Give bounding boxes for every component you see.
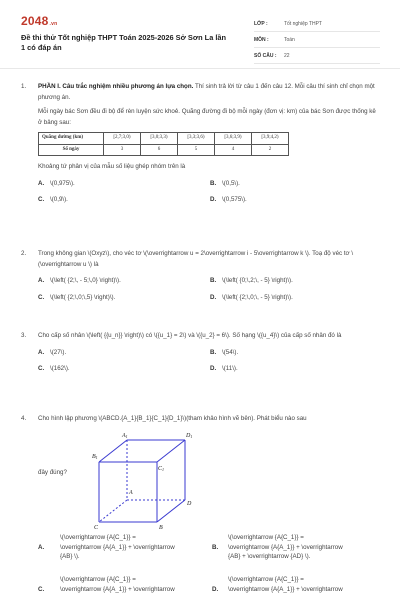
header-divider bbox=[0, 68, 400, 69]
table-cell: 3 bbox=[104, 144, 141, 156]
label-b: B bbox=[159, 525, 163, 531]
option-d[interactable] bbox=[210, 293, 382, 304]
option-label: D. bbox=[212, 586, 219, 593]
question-number: 2. bbox=[21, 250, 27, 257]
option-d[interactable] bbox=[210, 195, 382, 206]
option-line: \(\overrightarrow {A{C_1}} = bbox=[60, 576, 136, 583]
option-text bbox=[228, 575, 343, 594]
option-b[interactable] bbox=[210, 179, 382, 190]
option-text: \(0,975\). bbox=[50, 179, 75, 187]
label-d: D bbox=[187, 501, 192, 507]
table-row-header: Số ngày bbox=[39, 144, 104, 156]
table-cell: [2,7;3,0) bbox=[104, 133, 141, 145]
option-line: \(\overrightarrow {A{C_1}} = bbox=[228, 534, 304, 541]
meta-row-class bbox=[254, 16, 380, 32]
question-body bbox=[38, 331, 381, 375]
option-text: \(0,575\). bbox=[222, 196, 247, 203]
option-line: \(\overrightarrow {A{C_1}} = bbox=[228, 576, 304, 583]
question-text: Cho hình lập phương \(ABCD.{A_1}{B_1}{C_1}{D_1}\)(tham khảo hình vẽ bên). Phát biểu nào sau bbox=[38, 415, 307, 422]
option-label: D. bbox=[210, 293, 217, 301]
site-logo[interactable] bbox=[21, 14, 57, 28]
question-text: Trong không gian \(Oxyz\), cho véc tơ \(\overrightarrow u = 2\overrightarrow i - 5\overrightarrow k \). Toạ độ véc tơ \(\overrightarrow u \) là bbox=[38, 250, 354, 268]
option-line: {AB} + \overrightarrow {AD} \). bbox=[228, 553, 311, 560]
option-line: \overrightarrow {A{A_1}} + \overrightarrow bbox=[60, 585, 175, 593]
option-text: \(\left( {2;\,0;\,5} \right)\). bbox=[50, 293, 116, 301]
question-prompt: Khoảng tứ phân vị của mẫu số liệu ghép nhóm trên là bbox=[38, 163, 186, 170]
option-a[interactable] bbox=[38, 276, 210, 287]
cube-edges bbox=[99, 440, 185, 522]
label-c: C bbox=[94, 525, 99, 531]
question-text: Mỗi ngày bác Sơn đều đi bộ để rèn luyện sức khoẻ. Quãng đường đi bộ mỗi ngày (đơn vị: km) của bác Sơn được thống kê ở bảng sau: bbox=[38, 108, 376, 126]
meta-value: Tốt nghiệp THPT bbox=[284, 20, 322, 27]
meta-key: MÔN : bbox=[254, 36, 269, 43]
part-label: PHẦN I. Câu trắc nghiệm nhiều phương án lựa chọn. bbox=[38, 83, 194, 90]
option-text: \(11\). bbox=[222, 365, 238, 372]
table-row bbox=[39, 133, 289, 145]
exam-meta bbox=[254, 16, 380, 64]
option-label: C. bbox=[38, 365, 45, 372]
logo-text: 2048 bbox=[21, 14, 49, 28]
meta-value: 22 bbox=[284, 52, 290, 59]
meta-key: LỚP : bbox=[254, 20, 268, 27]
table-cell: 6 bbox=[141, 144, 178, 156]
option-c[interactable] bbox=[38, 293, 210, 304]
option-c[interactable] bbox=[38, 575, 175, 594]
option-a[interactable] bbox=[38, 179, 210, 190]
option-line: \overrightarrow {A{A_1}} + \overrightarrow bbox=[228, 543, 343, 551]
option-label: D. bbox=[210, 196, 217, 203]
question-text: Cho cấp số nhân \(\left( {{u_n}} \right)\) có \({u_1} = 2\) và \({u_2} = 6\). Số hạng \({u_4}\) của cấp số nhân đó là bbox=[38, 332, 342, 339]
option-text: \(54\). bbox=[222, 348, 239, 356]
option-d[interactable] bbox=[210, 364, 382, 375]
table-cell: [3,3;3,6) bbox=[178, 133, 215, 145]
table-row bbox=[39, 144, 289, 156]
option-label: A. bbox=[38, 277, 45, 284]
label-a: A bbox=[129, 490, 133, 496]
option-text: \(0,5\). bbox=[222, 179, 240, 187]
option-label: C. bbox=[38, 196, 45, 203]
part-intro bbox=[38, 82, 381, 103]
option-b[interactable] bbox=[210, 348, 382, 359]
option-label: A. bbox=[38, 179, 45, 187]
question-2 bbox=[21, 249, 381, 303]
table-row-header: Quãng đường (km) bbox=[39, 133, 104, 145]
meta-row-subject bbox=[254, 32, 380, 48]
data-table bbox=[38, 132, 289, 156]
option-text: \(\left( {0;\,2;\, - 5} \right)\). bbox=[222, 277, 293, 284]
option-a[interactable] bbox=[38, 348, 210, 359]
option-label: B. bbox=[210, 179, 217, 187]
option-text: \(\left( {2;\,0;\, - 5} \right)\). bbox=[222, 293, 293, 301]
table-cell: [3,9;4,2) bbox=[252, 133, 289, 145]
option-line: {AB} \). bbox=[60, 553, 80, 560]
label-c1: C1 bbox=[158, 466, 165, 472]
option-label: C. bbox=[38, 293, 45, 301]
option-label: B. bbox=[212, 544, 219, 551]
option-label: C. bbox=[38, 586, 45, 593]
meta-row-count bbox=[254, 48, 380, 64]
question-1 bbox=[21, 82, 381, 206]
question-3 bbox=[21, 331, 381, 375]
option-b[interactable] bbox=[212, 533, 343, 562]
option-text: \(0,9\). bbox=[50, 196, 68, 203]
option-b[interactable] bbox=[210, 276, 382, 287]
option-line: \overrightarrow {A{A_1}} + \overrightarrow bbox=[228, 585, 343, 593]
answer-options bbox=[38, 179, 381, 206]
question-number: 1. bbox=[21, 83, 27, 90]
question-number: 3. bbox=[21, 332, 27, 339]
meta-value: Toán bbox=[284, 36, 295, 43]
option-line: \overrightarrow {A{A_1}} + \overrightarrow bbox=[60, 543, 175, 551]
option-line: \(\overrightarrow {A{C_1}} = bbox=[60, 534, 136, 541]
question-ask: đây đúng? bbox=[38, 469, 67, 476]
table-cell: 4 bbox=[215, 144, 252, 156]
label-b1: B1 bbox=[92, 454, 98, 460]
option-text bbox=[60, 533, 175, 562]
answer-options bbox=[38, 348, 381, 375]
option-text: \(162\). bbox=[50, 365, 70, 372]
option-text: \(\left( {2;\, - 5;\,0} \right)\). bbox=[50, 277, 121, 284]
logo-suffix: .vn bbox=[49, 21, 58, 27]
option-d[interactable] bbox=[212, 575, 343, 594]
option-text: \(27\). bbox=[50, 348, 67, 356]
page-header bbox=[0, 0, 400, 64]
table-cell: 2 bbox=[252, 144, 289, 156]
label-a1: A1 bbox=[122, 433, 128, 439]
option-text bbox=[228, 533, 343, 562]
option-label: B. bbox=[210, 348, 217, 356]
part-instructions: Thí sinh trả lời từ câu 1 đến câu 12. Mỗi câu thí sinh chỉ chọn một phương án. bbox=[38, 83, 375, 101]
option-a[interactable] bbox=[38, 533, 175, 562]
page-title: Đề thi thử Tốt nghiệp THPT Toán 2025-2026 Sở Sơn La lần 1 có đáp án bbox=[21, 33, 227, 52]
option-c[interactable] bbox=[38, 195, 210, 206]
table-cell: [3,0;3,3) bbox=[141, 133, 178, 145]
question-body bbox=[38, 82, 381, 206]
option-text bbox=[60, 575, 175, 594]
option-label: B. bbox=[210, 277, 217, 284]
question-body bbox=[38, 414, 381, 425]
table-cell: 5 bbox=[178, 144, 215, 156]
question-4 bbox=[21, 414, 381, 429]
option-c[interactable] bbox=[38, 364, 210, 375]
meta-key: SỐ CÂU : bbox=[254, 52, 277, 59]
option-label: A. bbox=[38, 544, 45, 551]
cube-figure bbox=[72, 428, 202, 532]
label-d1: D1 bbox=[186, 433, 193, 439]
option-label: D. bbox=[210, 365, 217, 372]
answer-options bbox=[38, 276, 381, 303]
question-number: 4. bbox=[21, 415, 27, 422]
option-label: A. bbox=[38, 348, 45, 356]
table-cell: [3,6;3,9) bbox=[215, 133, 252, 145]
question-body bbox=[38, 249, 381, 303]
